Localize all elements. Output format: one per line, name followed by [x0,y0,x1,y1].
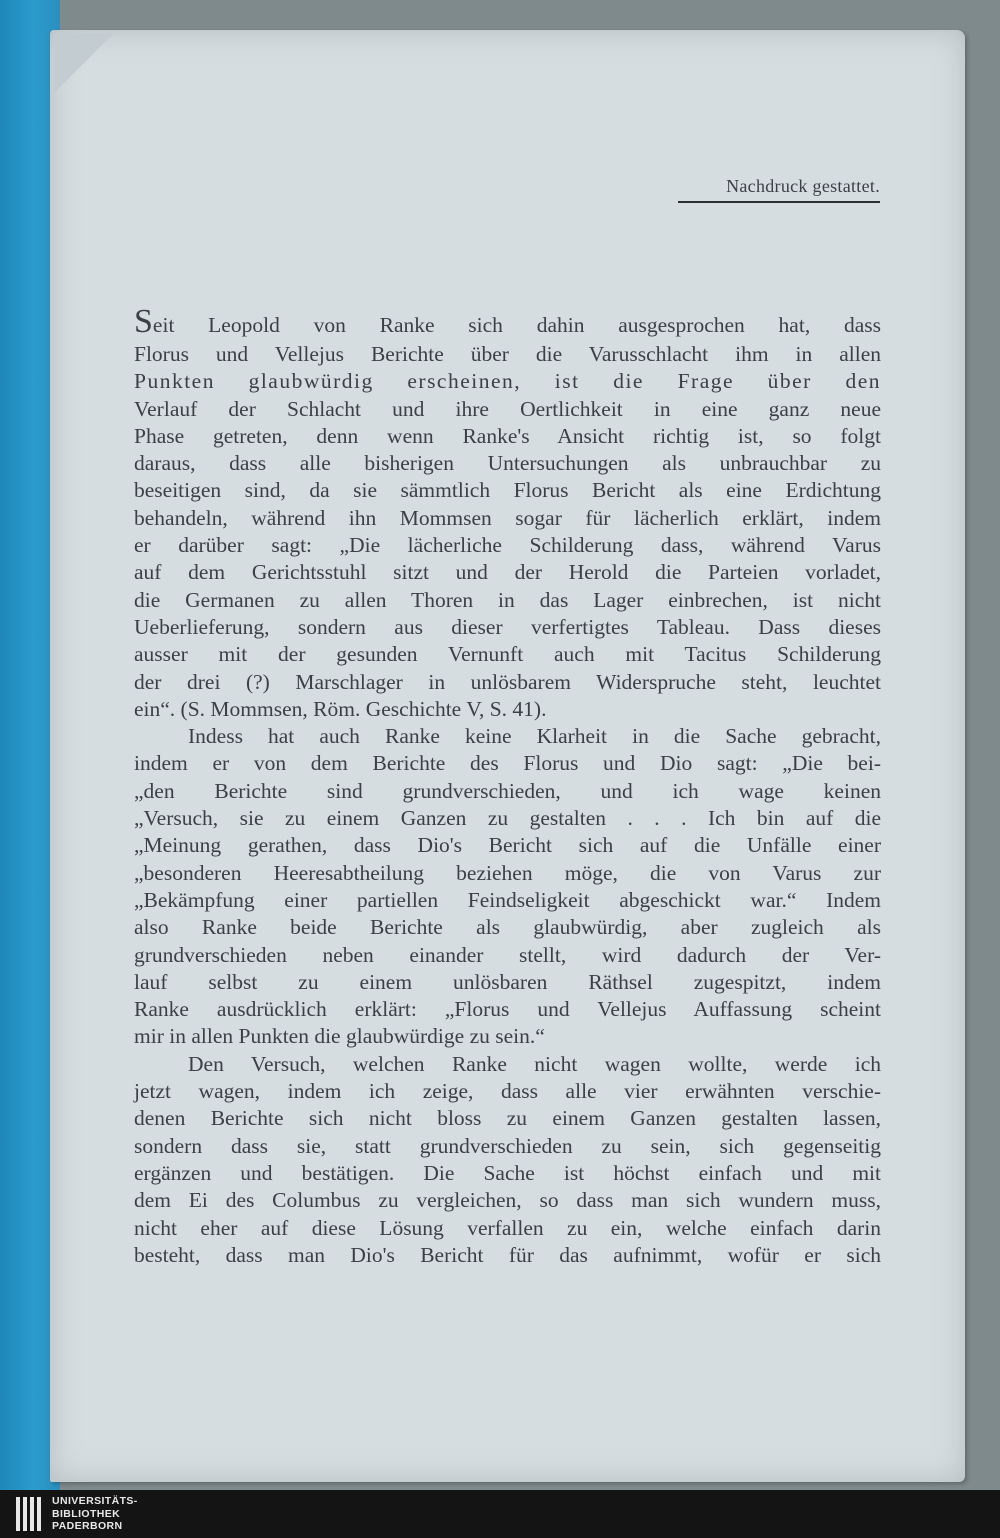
text-line: auf dem Gerichtsstuhl sitzt und der Herold die Parteien vorladet, [134,560,881,585]
text-line: daraus, dass alle bisherigen Untersuchungen als unbrauchbar zu [134,451,881,476]
text-line: Indess hat auch Ranke keine Klarheit in die Sache gebracht, [188,724,881,749]
text-line: behandeln, während ihn Mommsen sogar für lächerlich erklärt, indem [134,505,881,530]
library-name-line: UNIVERSITÄTS- [52,1495,138,1507]
drop-cap: S [134,303,153,340]
text-line: ergänzen und bestätigen. Die Sache ist höchst einfach und mit [134,1160,881,1185]
text-line: Verlauf der Schlacht und ihre Oertlichkeit in eine ganz neue [134,396,881,421]
text-line: Ueberlieferung, sondern aus dieser verfertigtes Tableau. Dass dieses [134,614,881,639]
text-line: nicht eher auf diese Lösung verfallen zu ein, welche einfach darin [134,1215,881,1240]
text-line: „den Berichte sind grundverschieden, und ich wage keinen [134,778,881,803]
page-fold-corner [54,33,114,93]
text-line: Punkten glaubwürdig erscheinen, ist die Frage über den [134,369,881,394]
text-line: Florus und Vellejus Berichte über die Varusschlacht ihm in allen [134,342,881,366]
library-name [52,1495,138,1533]
text-line: ausser mit der gesunden Vernunft auch mit Tacitus Schilderung [134,642,881,667]
library-name-line: PADERBORN [52,1520,123,1532]
text-line: grundverschieden neben einander stellt, wird dadurch der Ver- [134,942,881,967]
library-logo-icon [14,1494,44,1534]
text-line: Seit Leopold von Ranke sich dahin ausgesprochen hat, dass [134,303,881,340]
text-line: Den Versuch, welchen Ranke nicht wagen wollte, werde ich [188,1051,881,1076]
text-line: Phase getreten, denn wenn Ranke's Ansicht richtig ist, so folgt [134,423,881,448]
text-line: mir in allen Punkten die glaubwürdige zu sein.“ [134,1024,545,1049]
text-line: indem er von dem Berichte des Florus und Dio sagt: „Die bei- [134,751,881,776]
text-line: also Ranke beide Berichte als glaubwürdig, aber zugleich als [134,915,881,940]
text-line: „besonderen Heeresabtheilung beziehen möge, die von Varus zur [134,860,881,885]
text-line: sondern dass sie, statt grundverschieden zu sein, sich gegenseitig [134,1133,881,1158]
text-line: lauf selbst zu einem unlösbaren Räthsel zugespitzt, indem [134,969,881,994]
text-line: besteht, dass man Dio's Bericht für das aufnimmt, wofür er sich [134,1242,881,1267]
reprint-note: Nachdruck gestattet. [678,176,880,203]
library-footer-bar [0,1490,1000,1538]
text-line: Ranke ausdrücklich erklärt: „Florus und Vellejus Auffassung scheint [134,997,881,1022]
text-line: denen Berichte sich nicht bloss zu einem Ganzen gestalten lassen, [134,1106,881,1131]
text-line: die Germanen zu allen Thoren in das Lager einbrechen, ist nicht [134,587,881,612]
body-text [134,303,881,1269]
text-line: beseitigen sind, da sie sämmtlich Florus Bericht als eine Erdichtung [134,478,881,503]
library-name-line: BIBLIOTHEK [52,1507,121,1520]
text-line: dem Ei des Columbus zu vergleichen, so dass man sich wundern muss, [134,1188,881,1213]
text-line: „Meinung gerathen, dass Dio's Bericht sich auf die Unfälle einer [134,833,881,858]
text-line: ein“. (S. Mommsen, Röm. Geschichte V, S. 41). [134,696,547,721]
text-line: er darüber sagt: „Die lächerliche Schilderung dass, während Varus [134,533,881,558]
text-line: „Bekämpfung einer partiellen Feindseligkeit abgeschickt war.“ Indem [134,887,881,912]
text-line: der drei (?) Marschlager in unlösbarem Widerspruche steht, leuchtet [134,669,881,694]
text-line: jetzt wagen, indem ich zeige, dass alle vier erwähnten verschie- [134,1079,881,1104]
text-line: „Versuch, sie zu einem Ganzen zu gestalten . . . Ich bin auf die [134,806,881,831]
